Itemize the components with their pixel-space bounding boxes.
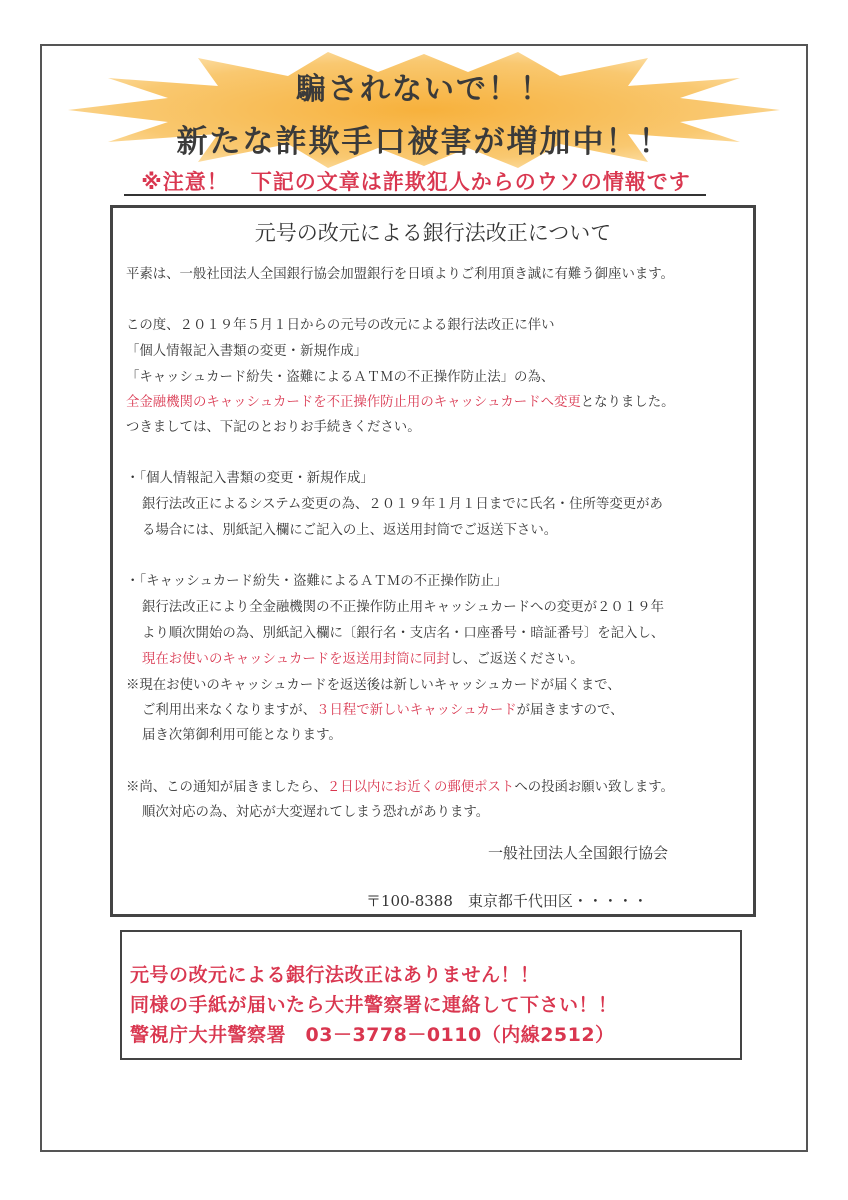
note-line: ※現在お使いのキャッシュカードを返送後は新しいキャッシュカードが届くまで、 bbox=[126, 678, 621, 693]
letter-line: この度、２０１９年５月１日からの元号の改元による銀行法改正に伴い bbox=[126, 318, 555, 333]
highlight-text: 全金融機関のキャッシュカードを不正操作防止用のキャッシュカードへ変更 bbox=[126, 395, 581, 410]
letter-line: 「個人情報記入書類の変更・新規作成」 bbox=[126, 344, 368, 359]
note-line: ご利用出来なくなりますが、３日程で新しいキャッシュカードが届きますので、 bbox=[142, 703, 624, 718]
letter-line: 全金融機関のキャッシュカードを不正操作防止用のキャッシュカードへ変更となりました。 bbox=[126, 395, 675, 410]
section-heading: ・「個人情報記入書類の変更・新規作成」 bbox=[126, 471, 374, 486]
highlight-text: ２日以内にお近くの郵便ポスト bbox=[326, 780, 515, 795]
letter-address: 〒100-8388 東京都千代田区・・・・・ bbox=[366, 892, 648, 910]
letter-title: 元号の改元による銀行法改正について bbox=[254, 221, 612, 245]
letter-greeting: 平素は、一般社団法人全国銀行協会加盟銀行を日頃よりご利用頂き誠に有難う御座います。 bbox=[126, 267, 674, 282]
caution-note: ※注意！ 下記の文章は詐欺犯人からのウソの情報です bbox=[141, 170, 691, 194]
section-heading: ・「キャッシュカード紛失・盗難によるＡＴＭの不正操作防止」 bbox=[126, 574, 508, 589]
letter-line: 銀行法改正によるシステム変更の為、２０１９年１月１日までに氏名・住所等変更があ bbox=[142, 497, 663, 512]
headline-line-1: 騙されないで！！ bbox=[296, 72, 552, 107]
headline-line-2: 新たな詐欺手口被害が増加中！！ bbox=[176, 124, 672, 160]
letter-line: より順次開始の為、別紙記入欄に〔銀行名・支店名・口座番号・暗証番号〕を記入し、 bbox=[142, 626, 665, 641]
note-line: 順次対応の為、対応が大変遅れてしまう恐れがあります。 bbox=[142, 805, 490, 820]
letter-signature: 一般社団法人全国銀行協会 bbox=[488, 844, 669, 862]
highlight-text: 現在お使いのキャッシュカードを返送用封筒に同封 bbox=[142, 652, 450, 667]
note-line: ※尚、この通知が届きましたら、２日以内にお近くの郵便ポストへの投函お願い致します。 bbox=[126, 780, 674, 795]
warning-line-2: 同様の手紙が届いたら大井警察署に連絡して下さい！！ bbox=[130, 994, 618, 1016]
highlight-text: ３日程で新しいキャッシュカード bbox=[316, 703, 517, 718]
warning-line-1: 元号の改元による銀行法改正はありません！！ bbox=[130, 964, 540, 986]
letter-line: 現在お使いのキャッシュカードを返送用封筒に同封し、ご返送ください。 bbox=[142, 652, 584, 667]
letter-line: 「キャッシュカード紛失・盗難によるＡＴＭの不正操作防止法」の為、 bbox=[126, 370, 555, 385]
letter-line: る場合には、別紙記入欄にご記入の上、返送用封筒でご返送下さい。 bbox=[142, 523, 558, 538]
note-line: 届き次第御利用可能となります。 bbox=[142, 728, 342, 743]
police-contact: 警視庁大井警察署 03－3778－0110（内線2512） bbox=[130, 1024, 615, 1046]
letter-line: 銀行法改正により全金融機関の不正操作防止用キャッシュカードへの変更が２０１９年 bbox=[142, 600, 664, 615]
letter-line: つきましては、下記のとおりお手続きください。 bbox=[126, 420, 421, 435]
